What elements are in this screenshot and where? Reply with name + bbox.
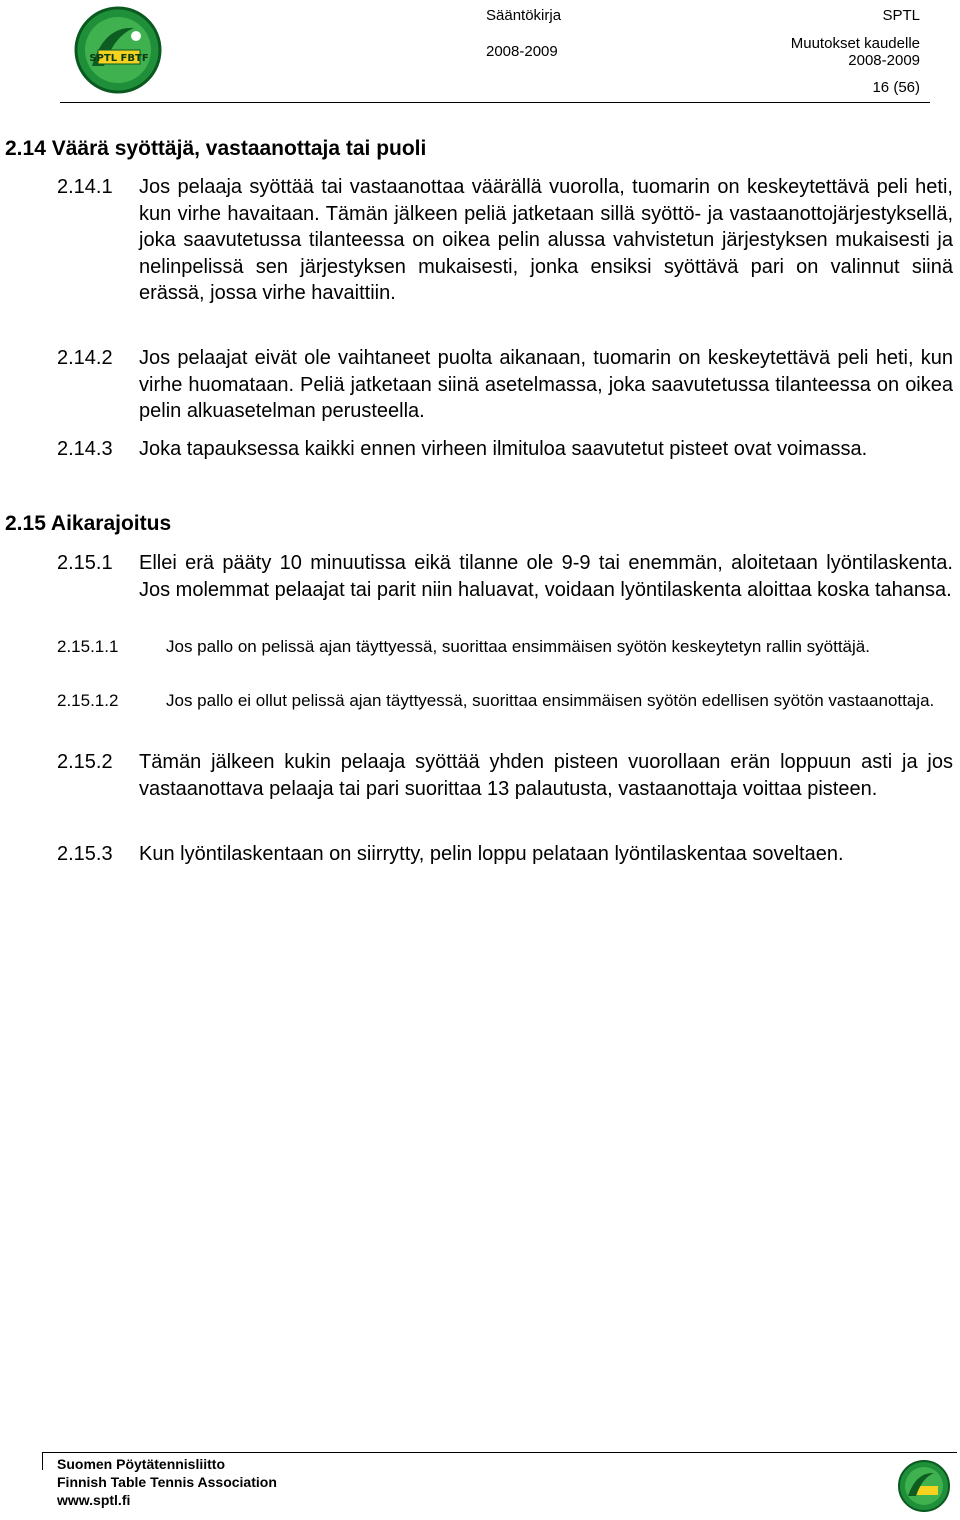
paragraph-2-15-1-1 — [57, 635, 953, 683]
footer-url[interactable]: www.sptl.fi — [57, 1492, 131, 1508]
section-title-2-14: 2.14 Väärä syöttäjä, vastaanottaja tai puoli — [5, 137, 427, 160]
paragraph-2-15-1-2 — [57, 689, 953, 737]
paragraph-text: Jos pallo ei ollut pelissä ajan täyttyessä, suorittaa ensimmäisen syötön edellisen syötön vastaanottaja. — [166, 691, 935, 710]
logo-text: SPTL FBTF — [89, 53, 149, 64]
paragraph-text: Jos pelaaja syöttää tai vastaanottaa väärällä vuorolla, tuomarin on keskeytettävä peli heti, kun virhe havaitaan. Tämän jälkeen peliä jatketaan sillä syöttö- ja vastaanottojärjestyksellä, joka saavutetussa tilanteessa on oikea pelin alussa vahvistetun järjestyksen mukaisesti ja nelinpelissä sen järjestyksen mukaisesti, jonka ensiksi syöttävä pari on valinnut siinä erässä, jossa virhe havaittiin. — [139, 176, 953, 304]
paragraph-number: 2.15.3 — [57, 843, 113, 865]
paragraph-2-15-1 — [57, 550, 953, 630]
paragraph-text: Joka tapauksessa kaikki ennen virheen ilmituloa saavutetut pisteet ovat voimassa. — [139, 438, 868, 460]
footer-rule — [42, 1452, 957, 1453]
footer-org-en: Finnish Table Tennis Association — [57, 1474, 277, 1490]
paragraph-2-14-1 — [57, 174, 953, 334]
header-changes-year: 2008-2009 — [848, 52, 920, 69]
paragraph-number: 2.14.1 — [57, 176, 113, 198]
paragraph-2-15-3 — [57, 841, 953, 869]
paragraph-text: Kun lyöntilaskentaan on siirrytty, pelin loppu pelataan lyöntilaskentaa soveltaen. — [139, 843, 844, 865]
header-org: SPTL — [882, 7, 920, 24]
paragraph-2-14-3 — [57, 436, 953, 490]
header-year: 2008-2009 — [486, 43, 558, 60]
footer-org-fi: Suomen Pöytätennisliitto — [57, 1456, 226, 1472]
paragraph-2-15-2 — [57, 749, 953, 829]
paragraph-text: Ellei erä pääty 10 minuutissa eikä tilanne ole 9-9 tai enemmän, aloitetaan lyöntilaskenta. Jos molemmat pelaajat tai parit niin haluavat, voidaan lyöntilaskenta aloittaa koska tahansa. — [139, 552, 953, 601]
page-number: 16 (56) — [872, 79, 920, 96]
section-title-2-15: 2.15 Aikarajoitus — [5, 512, 172, 535]
paragraph-text: Jos pelaajat eivät ole vaihtaneet puolta aikanaan, tuomarin on keskeytettävä peli heti, kun virhe huomataan. Peliä jatketaan siinä asetelmassa, joka saavutetussa tilanteessa on oikea pelin alkuasetelman perusteella. — [139, 347, 953, 422]
paragraph-text: Tämän jälkeen kukin pelaaja syöttää yhden pisteen vuorollaan erän loppuun asti ja jos vastaanottava pelaaja tai pari suorittaa 13 palautusta, vastaanottaja voittaa pisteen. — [139, 751, 953, 800]
paragraph-number: 2.15.1.1 — [57, 637, 119, 656]
paragraph-number: 2.14.2 — [57, 347, 113, 369]
header-doc: Sääntökirja — [486, 7, 562, 24]
logo — [74, 6, 162, 94]
footer-logo — [898, 1460, 950, 1512]
footer-mark — [42, 1452, 43, 1470]
paragraph-number: 2.14.3 — [57, 438, 113, 460]
header-changes: Muutokset kaudelle — [790, 35, 920, 52]
paragraph-2-14-2 — [57, 345, 953, 425]
paragraph-number: 2.15.2 — [57, 751, 113, 773]
paragraph-number: 2.15.1 — [57, 552, 113, 574]
header-rule — [60, 102, 930, 103]
paragraph-number: 2.15.1.2 — [57, 691, 119, 710]
paragraph-text: Jos pallo on pelissä ajan täyttyessä, suorittaa ensimmäisen syötön keskeytetyn rallin syöttäjä. — [166, 637, 870, 656]
